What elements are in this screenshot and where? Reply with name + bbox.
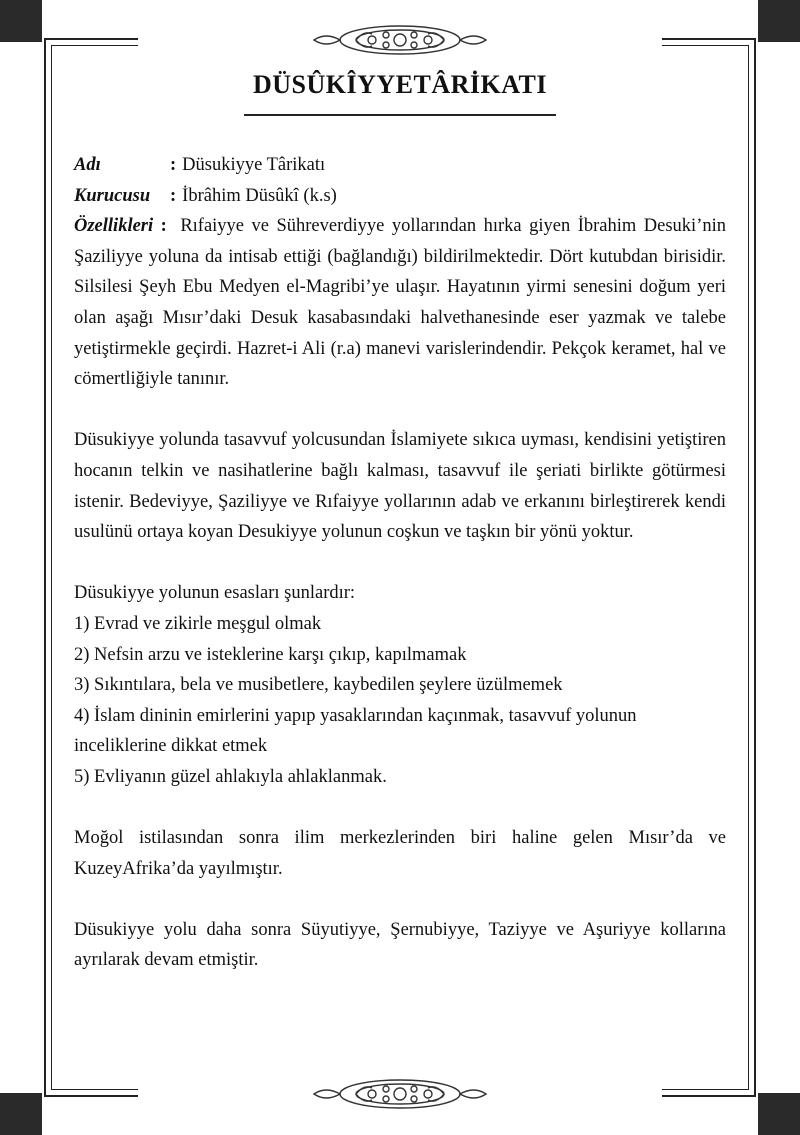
corner-block-top-right: [758, 0, 800, 42]
frame-border-bottom-right-outer: [662, 1095, 756, 1097]
page-title: DÜSÛKÎYYETÂRİKATI: [252, 70, 548, 99]
features-separator: :: [160, 216, 167, 237]
frame-border-right-outer: [754, 39, 756, 1097]
frame-border-top-right-inner: [662, 45, 749, 46]
paragraph-spread: Moğol istilasından sonra ilim merkezlerinden biri haline gelen Mısır’da ve KuzeyAfrika’da yayılmıştır.: [74, 828, 726, 879]
frame-border-bottom-left-inner: [51, 1089, 138, 1090]
founder-separator: :: [170, 185, 177, 206]
corner-block-bottom-left: [0, 1093, 42, 1135]
title-underline: [244, 114, 556, 116]
name-row: [74, 150, 726, 181]
founder-value: İbrâhim Düsûkî (k.s): [182, 185, 337, 206]
principle-item: 1) Evrad ve zikirle meşgul olmak: [74, 613, 322, 634]
frame-border-bottom-left-outer: [44, 1095, 138, 1097]
features-paragraph: [74, 211, 726, 395]
frame-border-right-inner: [748, 46, 749, 1090]
frame-border-bottom-right-inner: [662, 1089, 749, 1090]
name-label: Adı: [74, 155, 101, 175]
frame-border-top-right-outer: [662, 38, 756, 40]
frame-border-top-left-outer: [44, 38, 138, 40]
features-text: Rıfaiyye ve Sühreverdiyye yollarından hırka giyen İbrahim Desuki’nin Şaziliyye yoluna da intisab ettiği (bağlandığı) bildirilmektedir. Dört kutubdan birisidir. Silsilesi Şeyh Ebu Medyen el-Magribi’ye ulaşır. Hayatının yirmi senesini doğum yeri olan aşağı Mısır’daki Desuk kasabasındaki halvethanesinde eser yazmak ve talebe yetiştirmekle geçirdi. Hazret-i Ali (r.a) manevi varislerindendir. Pekçok keramet, hal ve cömertliğiyle tanınır.: [74, 216, 726, 390]
principle-item: 3) Sıkıntılara, bela ve musibetlere, kaybedilen şeylere üzülmemek: [74, 675, 563, 696]
principle-item: 4) İslam dininin emirlerini yapıp yasaklarından kaçınmak, tasavvuf yolunun inceliklerine dikkat etmek: [74, 705, 637, 757]
paragraph-practice: Düsukiyye yolunda tasavvuf yolcusundan İslamiyete sıkıca uyması, kendisini yetiştiren hocanın telkin ve nasihatlerine bağlı kalması, tasavvuf ile şeriati birlikte götürmesi istenir. Bedeviyye, Şaziliyye ve Rıfaiyye yollarının adab ve erkanını birleştirerek kendi usulünü ortaya koyan Desukiyye yolunun coşkun ve taşkın bir yönü yoktur.: [74, 430, 726, 543]
principles-intro: Düsukiyye yolunun esasları şunlardır:: [74, 583, 356, 604]
bottom-ornament-icon: [312, 1076, 488, 1112]
corner-block-top-left: [0, 0, 42, 42]
name-value: Düsukiyye Târikatı: [182, 155, 326, 175]
corner-block-bottom-right: [758, 1093, 800, 1135]
frame-border-left-outer: [44, 39, 46, 1097]
frame-border-left-inner: [51, 46, 52, 1090]
features-label: Özellikleri: [74, 216, 154, 237]
founder-label: Kurucusu: [74, 185, 151, 206]
founder-row: [74, 181, 726, 212]
name-separator: :: [170, 155, 177, 175]
principle-item: 2) Nefsin arzu ve isteklerine karşı çıkıp, kapılmamak: [74, 644, 467, 665]
principle-item: 5) Evliyanın güzel ahlakıyla ahlaklanmak.: [74, 766, 387, 787]
document-body: [74, 150, 726, 976]
paragraph-branches: Düsukiyye yolu daha sonra Süyutiyye, Şernubiyye, Taziyye ve Aşuriyye kollarına ayrılarak devam etmiştir.: [74, 919, 726, 971]
top-ornament-icon: [312, 22, 488, 58]
frame-border-top-left-inner: [51, 45, 138, 46]
